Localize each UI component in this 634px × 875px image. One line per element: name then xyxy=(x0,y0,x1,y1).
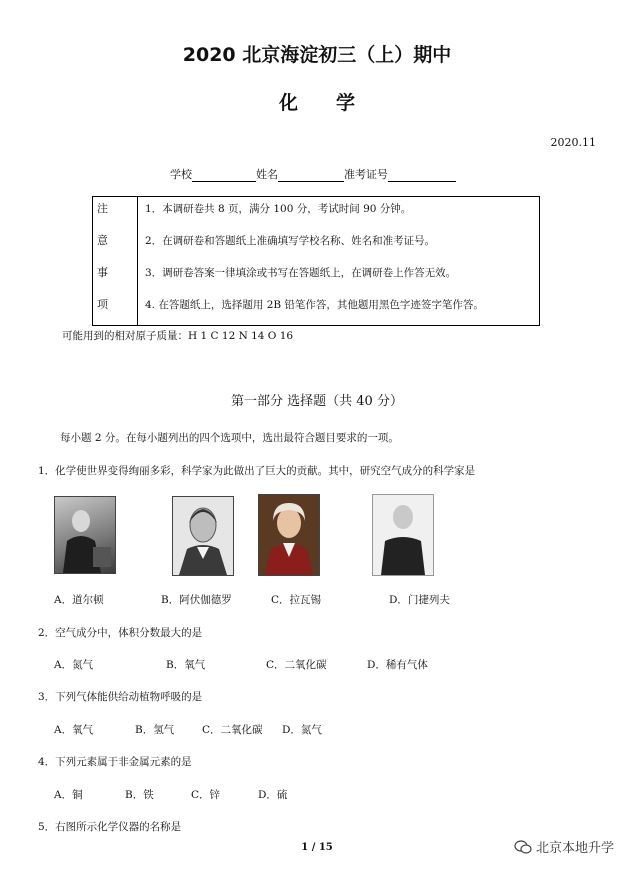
notice-side-column xyxy=(93,197,138,325)
portrait-lavoisier-figure xyxy=(259,495,319,575)
question-1-option-d: D．门捷列夫 xyxy=(389,594,450,606)
school-blank xyxy=(192,169,256,182)
notice-item: 4. 在答题纸上，选择题用 2B 铅笔作答，其他题用黑色字迹签字笔作答。 xyxy=(145,299,484,311)
question-1-option-c: C．拉瓦锡 xyxy=(271,594,322,606)
exam-date: 2020.11 xyxy=(550,136,596,149)
section-instructions: 每小题 2 分。在每小题列出的四个选项中，选出最符合题目要求的一项。 xyxy=(60,432,399,444)
wechat-icon xyxy=(514,839,532,859)
portrait-lavoisier-image xyxy=(258,494,320,576)
exam-id-blank xyxy=(388,169,456,182)
school-label: 学校 xyxy=(170,168,192,181)
page-number: 1 / 15 xyxy=(301,842,333,853)
student-info-line xyxy=(170,166,456,182)
question-2-stem: 2．空气成分中，体积分数最大的是 xyxy=(38,627,203,639)
portrait-mendeleev-image xyxy=(372,494,434,576)
notice-item: 2．在调研卷和答题纸上准确填写学校名称、姓名和准考证号。 xyxy=(145,235,436,247)
question-3-stem: 3．下列气体能供给动植物呼吸的是 xyxy=(38,691,203,703)
page-title: 2020 北京海淀初三（上）期中 xyxy=(182,44,452,66)
question-4-option-b: B．铁 xyxy=(125,789,154,801)
notice-item: 3．调研卷答案一律填涂或书写在答题纸上，在调研卷上作答无效。 xyxy=(145,267,457,279)
exam-id-label: 准考证号 xyxy=(344,168,388,181)
notice-side-char: 事 xyxy=(97,266,108,279)
question-3-option-c: C．二氧化碳 xyxy=(202,724,263,736)
notice-side-char: 注 xyxy=(97,202,108,215)
atomic-masses: 可能用到的相对原子质量：H 1 C 12 N 14 O 16 xyxy=(62,330,294,342)
question-4-stem: 4．下列元素属于非金属元素的是 xyxy=(38,756,192,768)
portrait-dalton-image xyxy=(54,496,116,574)
name-blank xyxy=(278,169,344,182)
notice-item: 1．本调研卷共 8 页，满分 100 分，考试时间 90 分钟。 xyxy=(145,203,412,215)
question-2-option-d: D．稀有气体 xyxy=(367,659,428,671)
subject-title: 化学 xyxy=(278,92,393,114)
portrait-avogadro-figure xyxy=(173,497,233,575)
section-title: 第一部分 选择题（共 40 分） xyxy=(231,394,403,409)
watermark xyxy=(514,837,614,859)
question-2-option-a: A．氮气 xyxy=(54,659,94,671)
question-1-stem: 1．化学使世界变得绚丽多彩，科学家为此做出了巨大的贡献。其中，研究空气成分的科学家是 xyxy=(38,465,476,477)
name-label: 姓名 xyxy=(256,168,278,181)
watermark-text: 北京本地升学 xyxy=(535,841,614,856)
notice-side-char: 意 xyxy=(97,234,108,247)
portrait-dalton-figure xyxy=(55,497,115,573)
notice-box xyxy=(92,196,540,326)
question-1-option-a: A．道尔顿 xyxy=(54,594,104,606)
portrait-avogadro-image xyxy=(172,496,234,576)
question-4-option-c: C．锌 xyxy=(191,789,221,801)
question-2-option-b: B．氧气 xyxy=(166,659,206,671)
question-5-stem: 5．右图所示化学仪器的名称是 xyxy=(38,821,182,833)
question-3-option-d: D．氮气 xyxy=(282,724,322,736)
question-3-option-b: B．氢气 xyxy=(135,724,175,736)
portrait-mendeleev-figure xyxy=(373,495,433,575)
question-4-option-d: D．硫 xyxy=(258,789,288,801)
notice-side-char: 项 xyxy=(97,298,108,311)
question-3-option-a: A．氧气 xyxy=(54,724,94,736)
question-4-option-a: A．铜 xyxy=(54,789,83,801)
question-1-option-b: B．阿伏伽德罗 xyxy=(161,594,232,606)
question-2-option-c: C．二氧化碳 xyxy=(266,659,327,671)
